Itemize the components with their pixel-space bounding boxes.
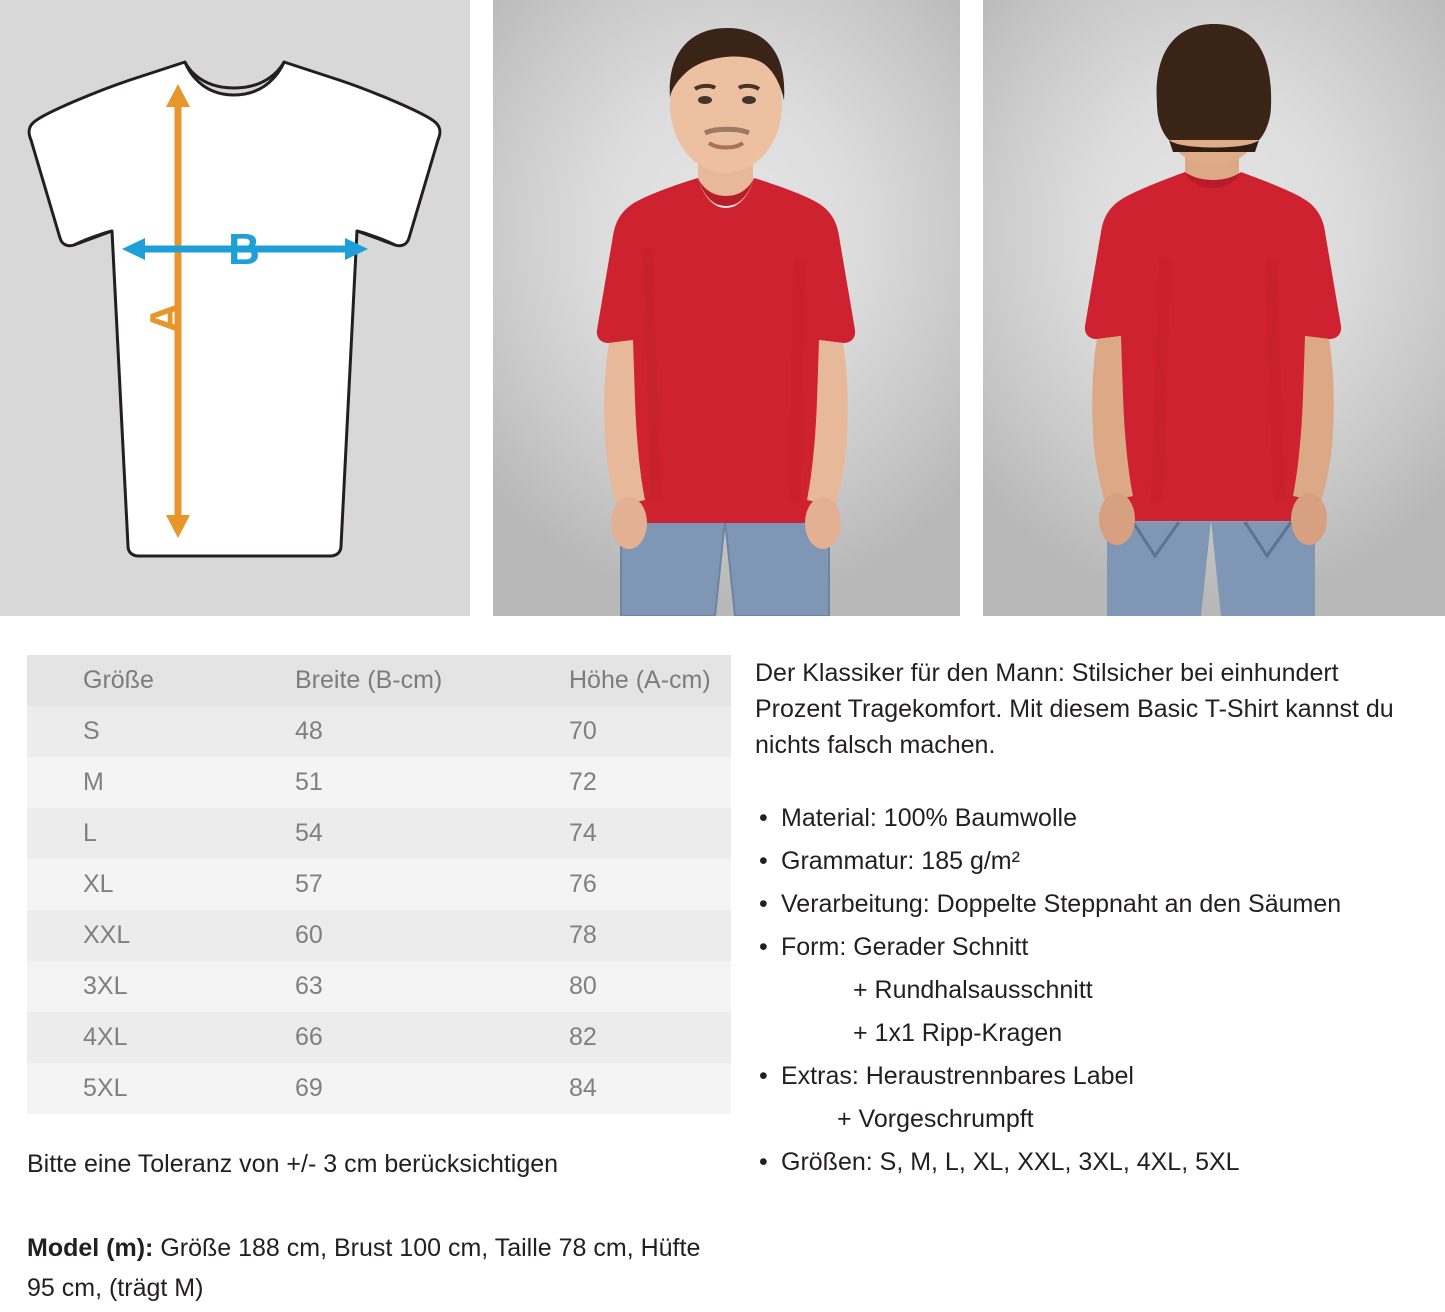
model-note-label: Model (m):: [27, 1234, 154, 1262]
feature-subitem-preshrunk: + Vorgeschrumpft: [837, 1105, 1034, 1133]
cell-width: 69: [295, 1074, 323, 1102]
col-header-height: Höhe (A-cm): [569, 666, 711, 694]
table-row: [27, 961, 731, 1012]
feature-subitem-neckline: + Rundhalsausschnitt: [853, 976, 1093, 1004]
size-table-head: [27, 655, 731, 706]
table-header-row: [27, 655, 731, 706]
cell-height: 72: [569, 768, 597, 796]
table-row: [27, 910, 731, 961]
table-row: [27, 706, 731, 757]
tshirt-measure-diagram: [0, 0, 470, 616]
cell-height: 82: [569, 1023, 597, 1051]
cell-width: 63: [295, 972, 323, 1000]
cell-size: M: [83, 768, 104, 796]
cell-height: 84: [569, 1074, 597, 1102]
size-table-wrap: [27, 655, 731, 1114]
label-a: A: [141, 302, 190, 334]
cell-size: 5XL: [83, 1074, 128, 1102]
cell-size: S: [83, 717, 100, 745]
feature-item-processing: • Verarbeitung: Doppelte Steppnaht an den Säumen: [755, 883, 1425, 926]
model-back-photo: [983, 0, 1445, 616]
label-b: B: [228, 225, 260, 274]
feature-item-sizes: • Größen: S, M, L, XL, XXL, 3XL, 4XL, 5XL: [755, 1141, 1425, 1184]
feature-item-weight: • Grammatur: 185 g/m²: [755, 840, 1425, 883]
cell-width: 54: [295, 819, 323, 847]
cell-width: 57: [295, 870, 323, 898]
table-row: [27, 859, 731, 910]
model-measurements-note: [27, 1228, 727, 1308]
cell-size: XXL: [83, 921, 131, 949]
model-note-text: Größe 188 cm, Brust 100 cm, Taille 78 cm, Hüfte 95 cm, (trägt M): [27, 1234, 701, 1302]
table-row: [27, 757, 731, 808]
cell-width: 66: [295, 1023, 323, 1051]
description-column: [755, 655, 1425, 1184]
table-row: [27, 1012, 731, 1063]
cell-size: L: [83, 819, 97, 847]
image-row: [0, 0, 1445, 616]
size-table: [27, 655, 731, 1114]
col-header-width: Breite (B-cm): [295, 666, 443, 694]
model-back-illustration: [983, 0, 1445, 616]
tolerance-note: Bitte eine Toleranz von +/- 3 cm berücksichtigen: [27, 1150, 559, 1178]
col-header-size: Größe: [83, 666, 154, 694]
model-front-illustration: [493, 0, 960, 616]
cell-size: 4XL: [83, 1023, 128, 1051]
feature-list: [755, 797, 1425, 1184]
feature-subitem-collar: + 1x1 Ripp-Kragen: [853, 1019, 1063, 1047]
size-chart-diagram-panel: [0, 0, 470, 616]
cell-width: 48: [295, 717, 323, 745]
cell-height: 76: [569, 870, 597, 898]
table-row: [27, 1063, 731, 1114]
feature-item-material: • Material: 100% Baumwolle: [755, 797, 1425, 840]
description-intro: Der Klassiker für den Mann: Stilsicher bei einhundert Prozent Tragekomfort. Mit diesem Basic T-Shirt kannst du nichts falsch machen.: [755, 659, 1394, 759]
cell-height: 78: [569, 921, 597, 949]
cell-size: 3XL: [83, 972, 128, 1000]
cell-height: 74: [569, 819, 597, 847]
cell-width: 51: [295, 768, 323, 796]
model-front-photo: [493, 0, 960, 616]
feature-item-extras: • Extras: Heraustrennbares Label: [755, 1055, 1425, 1098]
table-row: [27, 808, 731, 859]
cell-height: 70: [569, 717, 597, 745]
feature-item-shape: • Form: Gerader Schnitt: [755, 926, 1425, 969]
size-table-body: [27, 706, 731, 1114]
cell-size: XL: [83, 870, 114, 898]
cell-width: 60: [295, 921, 323, 949]
cell-height: 80: [569, 972, 597, 1000]
